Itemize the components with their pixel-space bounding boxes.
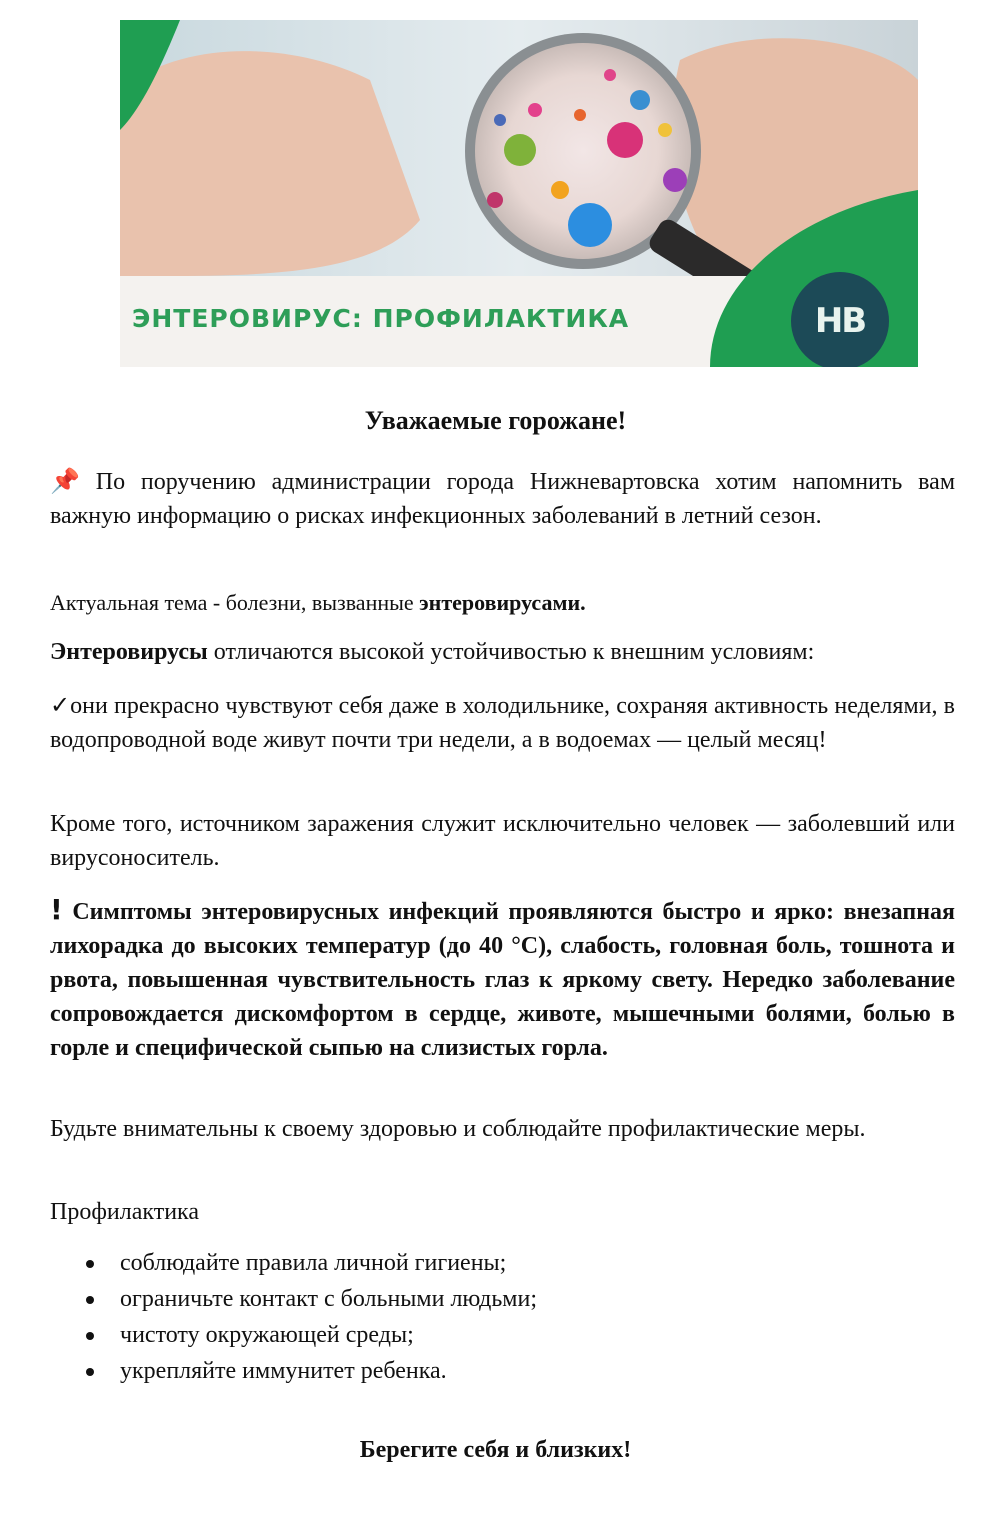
list-item xyxy=(84,1353,954,1389)
resistance-paragraph xyxy=(50,635,955,669)
list-item-text: чистоту окружающей среды; xyxy=(120,1322,414,1348)
survival-paragraph xyxy=(50,688,955,757)
list-item xyxy=(84,1317,954,1353)
source-paragraph: Кроме того, источником заражения служит исключительно человек — заболевший или вирусоноситель. xyxy=(50,811,955,871)
list-item-text: укрепляйте иммунитет ребенка. xyxy=(120,1358,447,1384)
topic-bold: энтеровирусами. xyxy=(419,590,586,615)
resistance-bold: Энтеровирусы xyxy=(50,639,208,665)
list-item xyxy=(84,1281,954,1317)
closing-text: Берегите себя и близких! xyxy=(359,1437,632,1463)
list-item-text: ограничьте контакт с больными людьми; xyxy=(120,1286,537,1312)
nv-logo: НВ xyxy=(791,272,889,367)
topic-prefix: Актуальная тема - болезни, вызванные xyxy=(50,590,420,615)
intro-paragraph xyxy=(50,464,955,533)
header-banner xyxy=(120,20,918,367)
bullet-icon xyxy=(86,1368,94,1376)
checkmark-icon: ✓ xyxy=(50,691,71,719)
pushpin-icon: 📌 xyxy=(50,467,80,495)
bullet-icon xyxy=(86,1260,94,1268)
bullet-icon xyxy=(86,1296,94,1304)
symptoms-paragraph xyxy=(50,893,955,1065)
list-item-text: соблюдайте правила личной гигиены; xyxy=(120,1250,507,1276)
prevention-list xyxy=(84,1245,954,1389)
survival-text: они прекрасно чувствуют себя даже в холодильнике, сохраняя активность неделями, в водопроводной воде живут почти три недели, а в водоемах — целый месяц! xyxy=(50,693,955,753)
prevention-label: Профилактика xyxy=(50,1199,199,1225)
bullet-icon xyxy=(86,1332,94,1340)
banner-title: ЭНТЕРОВИРУС: ПРОФИЛАКТИКА xyxy=(132,304,630,333)
exclamation-icon: ! xyxy=(50,893,63,926)
greeting-heading: Уважаемые горожане! xyxy=(364,406,627,435)
resistance-text: отличаются высокой устойчивостью к внешним условиям: xyxy=(207,639,815,665)
intro-text: По поручению администрации города Нижневартовска хотим напомнить вам важную информацию о рисках инфекционных заболеваний в летний сезон. xyxy=(50,469,956,529)
topic-paragraph xyxy=(50,586,955,620)
list-item xyxy=(84,1245,954,1281)
attention-paragraph: Будьте внимательны к своему здоровью и соблюдайте профилактические меры. xyxy=(50,1116,866,1142)
symptoms-text: Симптомы энтеровирусных инфекций проявляются быстро и ярко: внезапная лихорадка до высоких температур (до 40 °C), слабость, головная боль, тошнота и рвота, повышенная чувствительность глаз к яркому свету. Нередко заболевание сопровождается дискомфортом в сердце, животе, мышечными болями, болью в горле и специфической сыпью на слизистых горла. xyxy=(50,899,956,1061)
